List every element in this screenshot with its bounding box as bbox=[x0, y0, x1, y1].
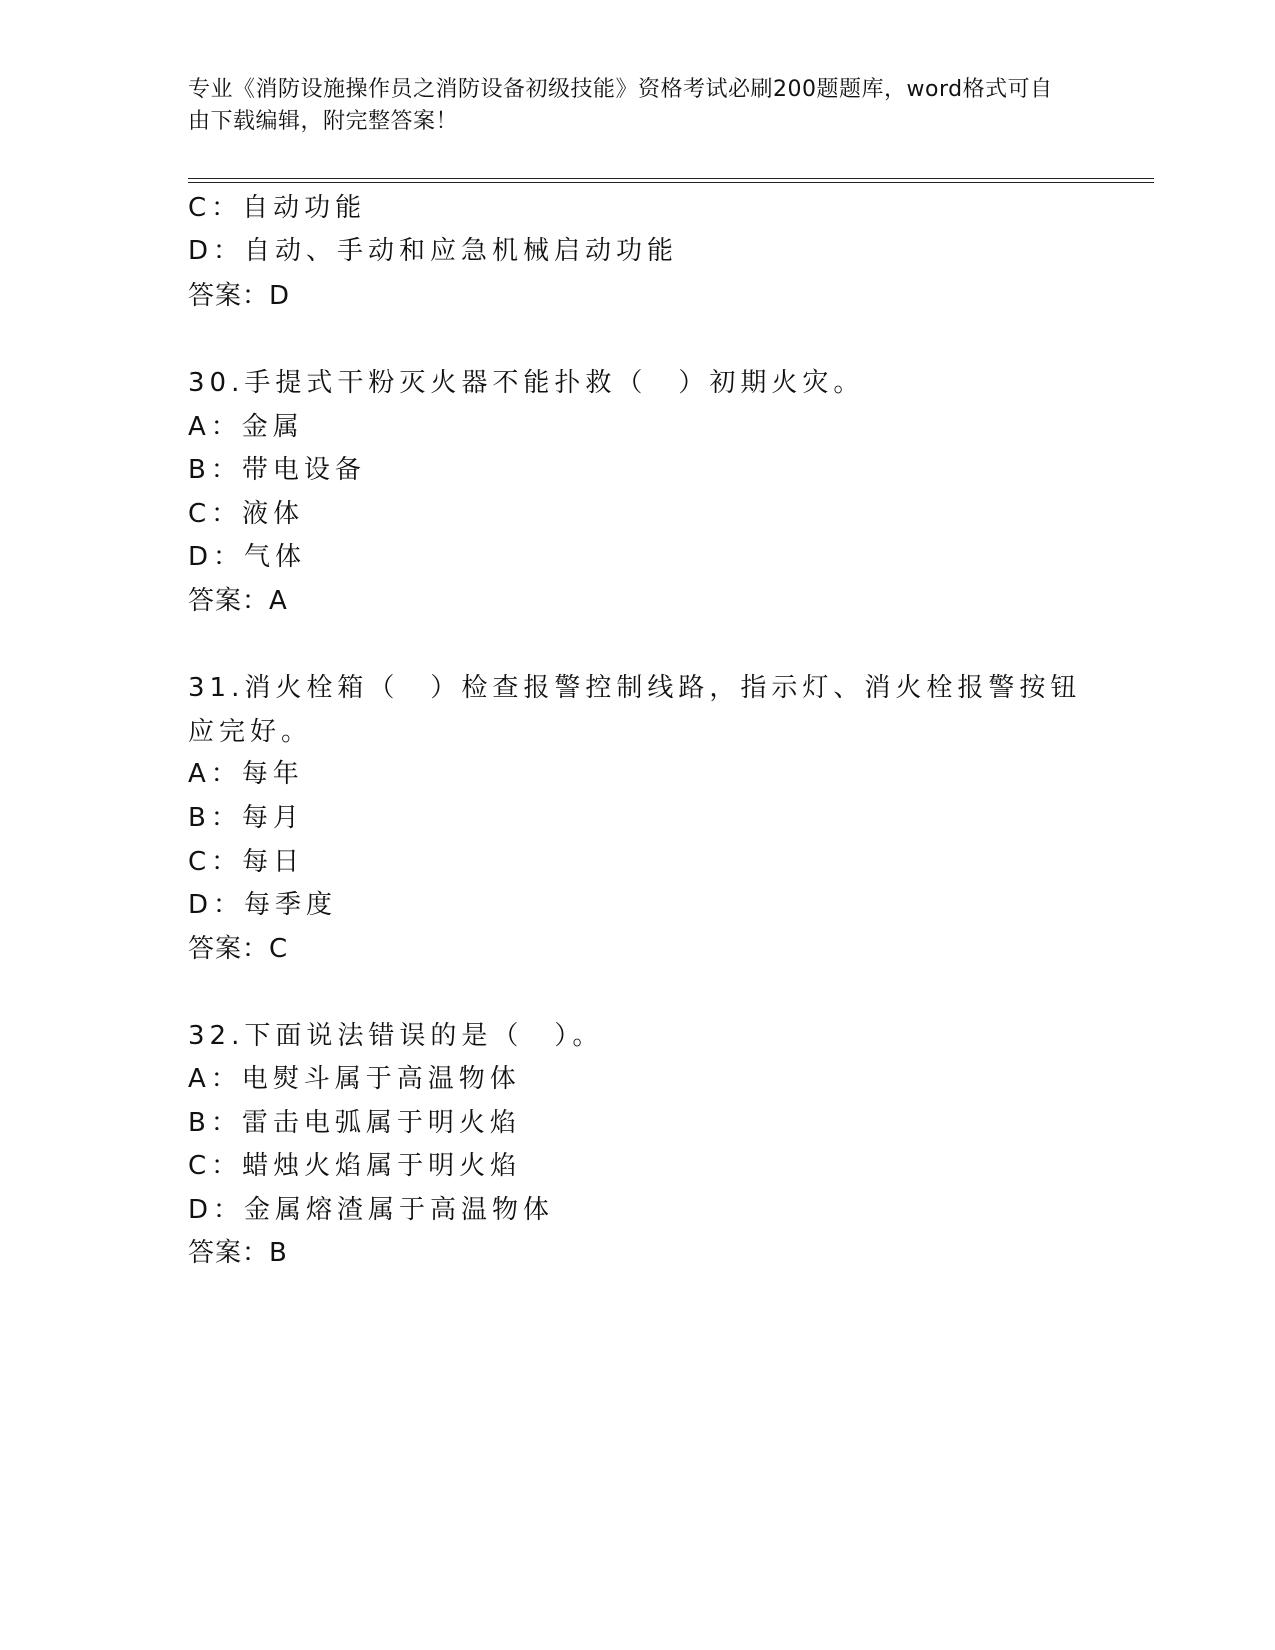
header-divider-bottom bbox=[188, 182, 1154, 183]
option-32-b: B：雷击电弧属于明火焰 bbox=[188, 1108, 521, 1138]
option-31-c: C：每日 bbox=[188, 847, 305, 877]
question-32-title: 32.下面说法错误的是（ ）。 bbox=[188, 1021, 604, 1051]
document-header: 专业《消防设施操作员之消防设备初级技能》资格考试必刷200题题库，word格式可自由下载编辑，附完整答案！ bbox=[188, 77, 1053, 134]
answer-30: 答案：A bbox=[188, 586, 288, 616]
option-30-d: D：气体 bbox=[188, 542, 307, 572]
answer-32: 答案：B bbox=[188, 1238, 288, 1268]
option-30-c: C：液体 bbox=[188, 499, 305, 529]
question-30-title: 30.手提式干粉灭火器不能扑救（ ）初期火灾。 bbox=[188, 368, 865, 398]
option-32-c: C：蜡烛火焰属于明火焰 bbox=[188, 1151, 522, 1181]
header-divider-top bbox=[188, 178, 1154, 179]
answer-29: 答案：D bbox=[188, 281, 291, 311]
option-31-b: B：每月 bbox=[188, 803, 304, 833]
option-31-a: A：每年 bbox=[188, 759, 304, 789]
question-31-title: 31.消火栓箱（ ）检查报警控制线路，指示灯、消火栓报警按钮应完好。 bbox=[188, 673, 1082, 747]
option-31-d: D：每季度 bbox=[188, 890, 338, 920]
option-29-c: C：自动功能 bbox=[188, 193, 367, 223]
answer-31: 答案：C bbox=[188, 934, 289, 964]
option-32-a: A：电熨斗属于高温物体 bbox=[188, 1064, 521, 1094]
option-30-a: A：金属 bbox=[188, 412, 304, 442]
option-29-d: D：自动、手动和应急机械启动功能 bbox=[188, 236, 679, 266]
option-32-d: D：金属熔渣属于高温物体 bbox=[188, 1195, 555, 1225]
option-30-b: B：带电设备 bbox=[188, 455, 366, 485]
